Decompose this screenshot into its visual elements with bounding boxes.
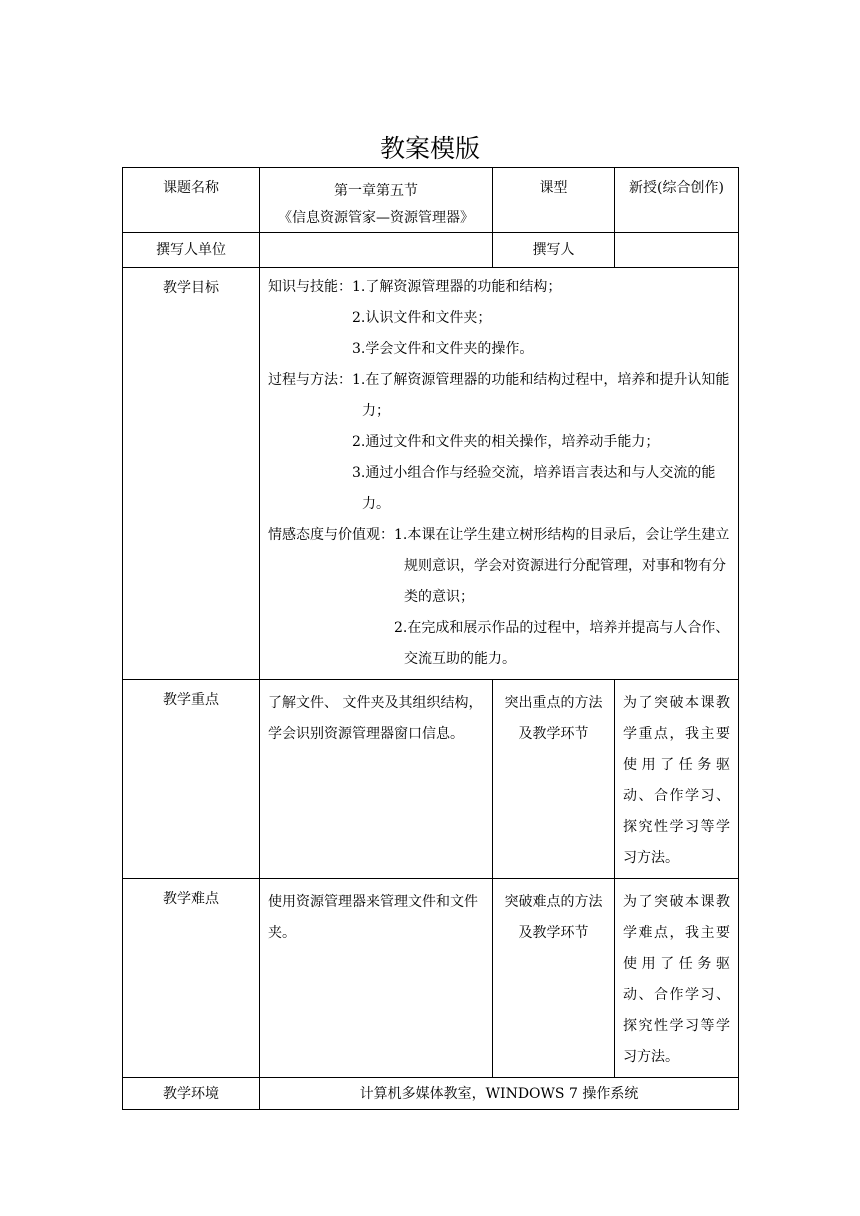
knowledge-head: 知识与技能： xyxy=(268,279,352,295)
knowledge-item: 2.认识文件和文件夹； xyxy=(352,310,492,326)
knowledge-list xyxy=(352,272,732,365)
environment-row xyxy=(123,1078,739,1110)
author-label: 撰写人 xyxy=(493,233,615,268)
type-label: 课型 xyxy=(493,168,615,233)
author-unit-label: 撰写人单位 xyxy=(123,233,260,268)
knowledge-block xyxy=(268,272,732,365)
difficulties-row xyxy=(123,879,739,1078)
author-unit-value xyxy=(260,233,493,268)
author-value xyxy=(615,233,739,268)
process-list xyxy=(352,365,732,520)
process-head: 过程与方法： xyxy=(268,372,352,388)
process-block xyxy=(268,365,732,520)
process-item: 3.通过小组合作与经验交流，培养语言表达和与人交流的能力。 xyxy=(352,465,716,512)
environment-content: 计算机多媒体教室，WINDOWS 7 操作系统 xyxy=(260,1078,739,1110)
topic-value xyxy=(260,168,493,233)
difficulties-method-content: 为了突破本课教学难点，我主要使用了任务驱动、合作学习、探究性学习等学习方法。 xyxy=(615,879,739,1078)
document-title: 教案模版 xyxy=(379,134,480,163)
goals-content xyxy=(260,268,739,680)
topic-row xyxy=(123,168,739,233)
difficulties-method-label: 突破难点的方法及教学环节 xyxy=(493,879,615,1078)
emotion-block xyxy=(268,520,732,675)
key-points-content: 了解文件、 文件夹及其组织结构，学会识别资源管理器窗口信息。 xyxy=(260,680,493,879)
emotion-item: 2.在完成和展示作品的过程中，培养并提高与人合作、 交流互助的能力。 xyxy=(394,620,730,667)
emotion-list xyxy=(394,520,732,675)
goals-row xyxy=(123,268,739,680)
emotion-head: 情感态度与价值观： xyxy=(268,527,394,543)
difficulties-label: 教学难点 xyxy=(123,879,260,1078)
process-item: 1.在了解资源管理器的功能和结构过程中，培养和提升认知能力； xyxy=(352,372,730,419)
key-points-method-content: 为了突破本课教学重点，我主要使 用 了 任 务 驱 动、合作学习、探究性学习等学习方法。 xyxy=(615,680,739,879)
knowledge-item: 3.学会文件和文件夹的操作。 xyxy=(352,341,534,357)
topic-value-line2: 《信息资源管家—资源管理器》 xyxy=(278,210,474,226)
goals-label: 教学目标 xyxy=(123,268,260,680)
emotion-item: 1.本课在让学生建立树形结构的目录后，会让学生建立规则意识，学会对资源进行分配管理，对事和物有分类的意识； xyxy=(394,527,730,605)
key-points-method-label: 突出重点的方法及教学环节 xyxy=(493,680,615,879)
topic-value-line1: 第一章第五节 xyxy=(334,183,418,199)
key-points-label: 教学重点 xyxy=(123,680,260,879)
lesson-plan-table xyxy=(122,167,739,1110)
type-value: 新授(综合创作) xyxy=(615,168,739,233)
knowledge-item: 1.了解资源管理器的功能和结构； xyxy=(352,279,562,295)
difficulties-content: 使用资源管理器来管理文件和文件夹。 xyxy=(260,879,493,1078)
author-row xyxy=(123,233,739,268)
key-points-row xyxy=(123,680,739,879)
environment-label: 教学环境 xyxy=(123,1078,260,1110)
process-item: 2.通过文件和文件夹的相关操作，培养动手能力； xyxy=(352,434,660,450)
topic-label: 课题名称 xyxy=(123,168,260,233)
